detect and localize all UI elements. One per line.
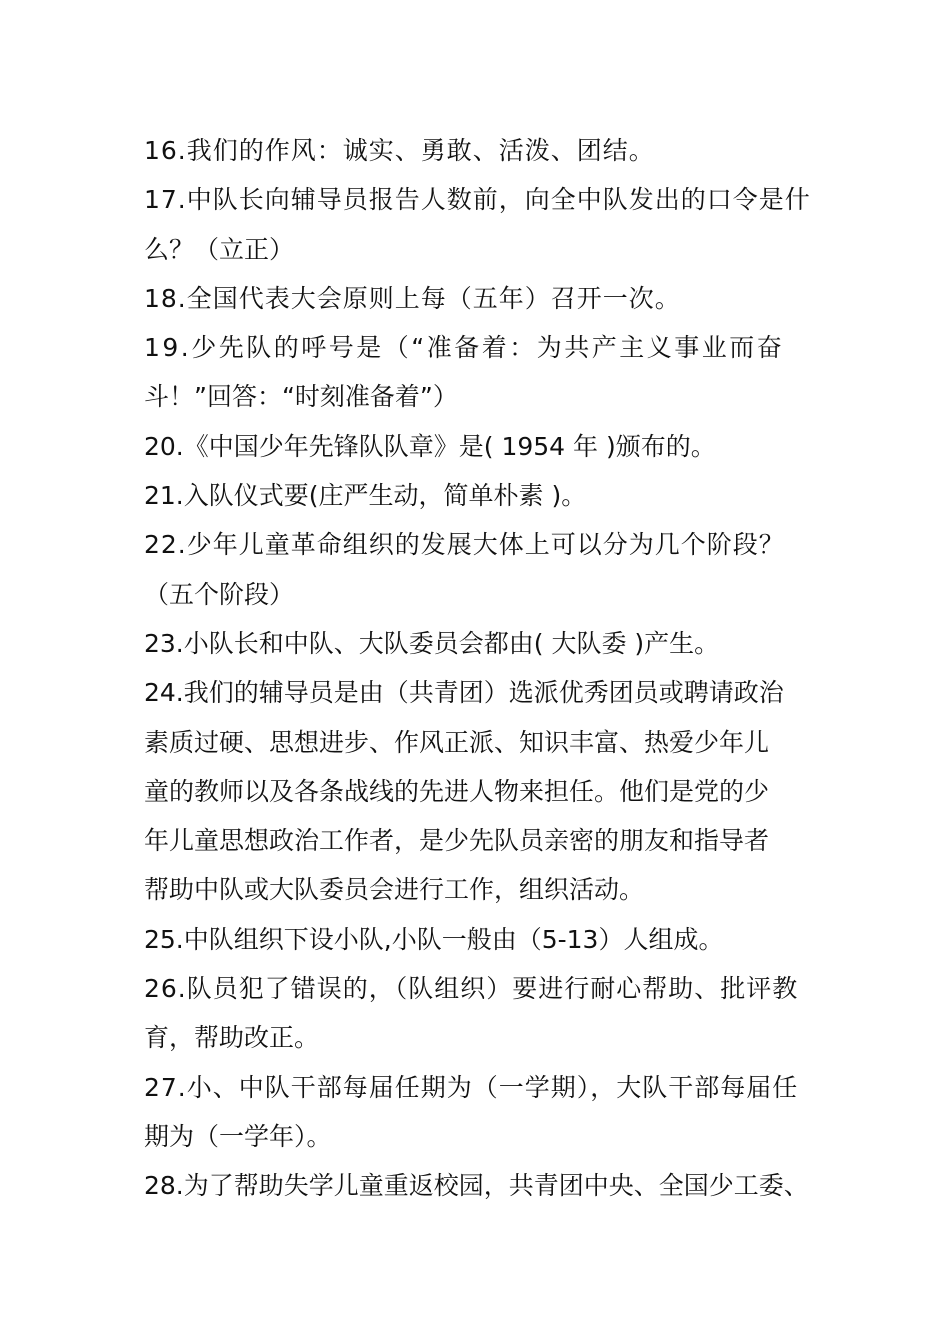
text-line-24: 24.我们的辅导员是由（共青团）选派优秀团员或聘请政治 — [144, 678, 784, 708]
text-line-23: 23.小队长和中队、大队委员会都由( 大队委 )产生。 — [144, 628, 720, 658]
text-line-19: 19.少先队的呼号是（“准备着：为共产主义事业而奋 — [144, 333, 785, 363]
text-line-16: 16.我们的作风：诚实、勇敢、活泼、团结。 — [144, 136, 655, 165]
document-body — [144, 126, 844, 1211]
text-line-24-cont-3: 年儿童思想政治工作者，是少先队员亲密的朋友和指导者 — [144, 826, 770, 856]
text-line-25: 25.中队组织下设小队,小队一般由（5-13）人组成。 — [144, 924, 724, 954]
text-line-20: 20.《中国少年先锋队队章》是( 1954 年 )颁布的。 — [144, 431, 716, 461]
text-line-28: 28.为了帮助失学儿童重返校园，共青团中央、全国少工委、 — [144, 1171, 809, 1201]
text-line-24-cont-1: 素质过硬、思想进步、作风正派、知识丰富、热爱少年儿 — [144, 727, 770, 757]
text-line-24-cont-4: 帮助中队或大队委员会进行工作，组织活动。 — [144, 875, 645, 905]
text-line-22-cont: （五个阶段） — [144, 579, 295, 609]
text-line-26: 26.队员犯了错误的，（队组织）要进行耐心帮助、批评教 — [144, 974, 799, 1004]
text-line-18: 18.全国代表大会原则上每（五年）召开一次。 — [144, 283, 681, 313]
text-line-27: 27.小、中队干部每届任期为（一学期），大队干部每届任 — [144, 1072, 799, 1102]
text-line-24-cont-2: 童的教师以及各条战线的先进人物来担任。他们是党的少 — [144, 776, 770, 806]
text-line-21: 21.入队仪式要(庄严生动，简单朴素 )。 — [144, 481, 587, 511]
text-line-22: 22.少年儿童革命组织的发展大体上可以分为几个阶段？ — [144, 530, 785, 560]
text-line-27-cont: 期为（一学年）。 — [144, 1121, 332, 1151]
text-line-19-cont: 斗！”回答：“时刻准备着”） — [144, 382, 458, 412]
text-line-17: 17.中队长向辅导员报告人数前，向全中队发出的口令是什 — [144, 185, 811, 215]
text-line-17-cont: 么？（立正） — [144, 234, 295, 264]
text-line-26-cont: 育，帮助改正。 — [144, 1023, 320, 1053]
